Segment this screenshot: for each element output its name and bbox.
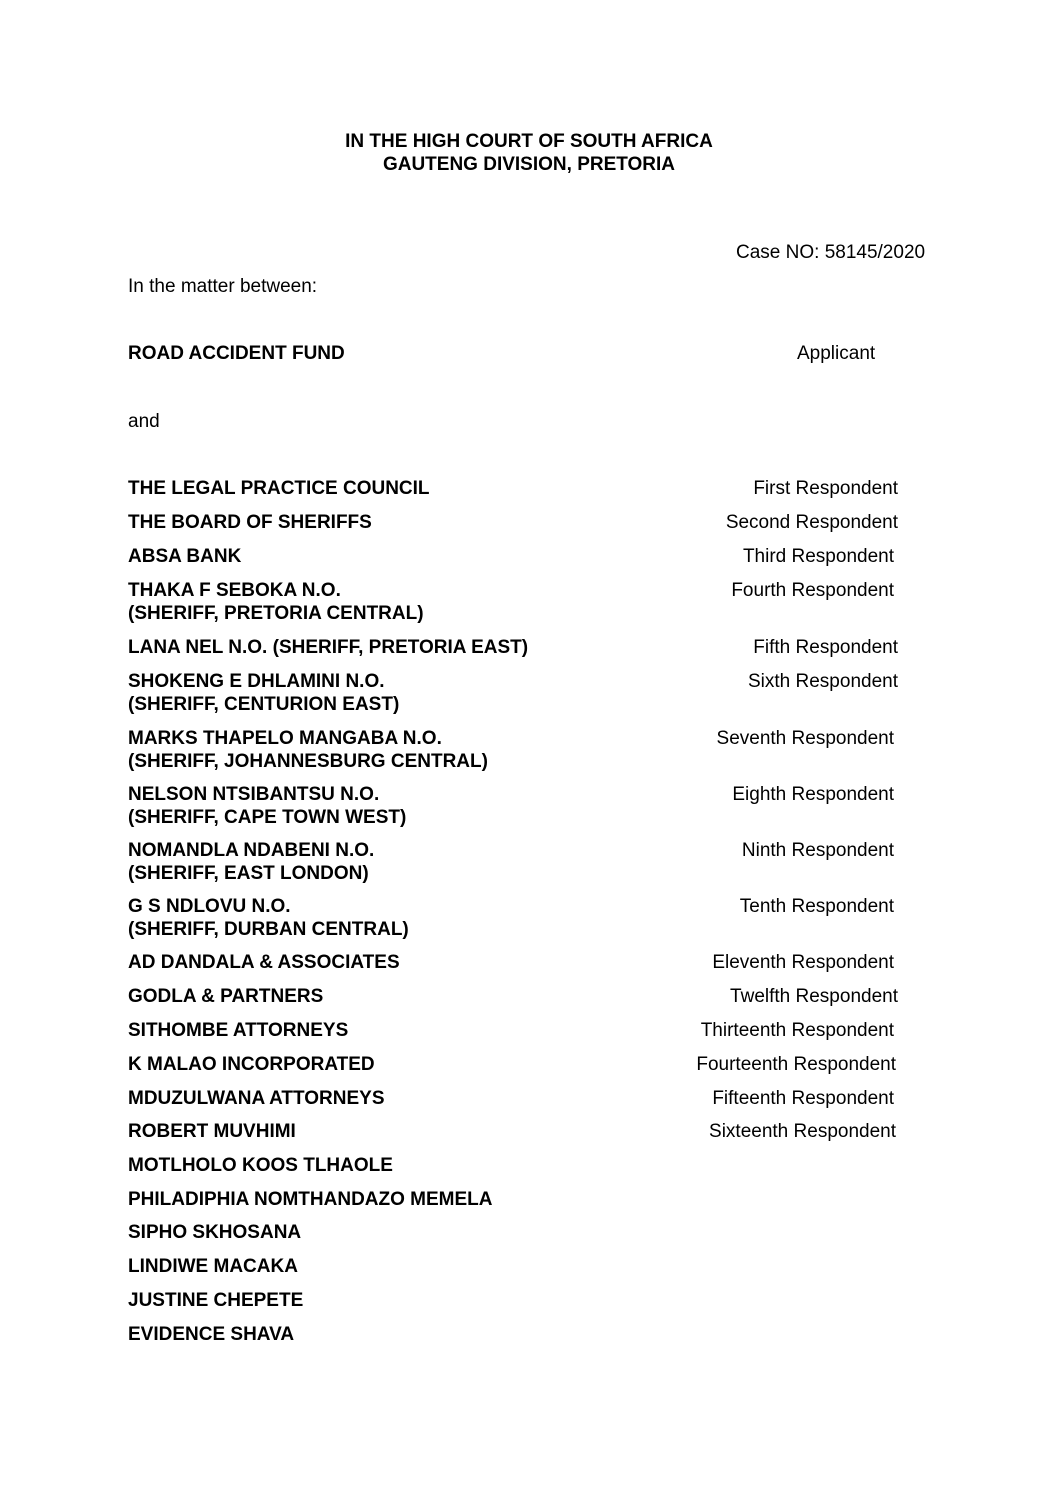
respondent-role: Sixth Respondent: [748, 671, 898, 692]
respondent-name: MOTLHOLO KOOS TLHAOLE: [128, 1155, 393, 1176]
respondent-role: Fourth Respondent: [731, 580, 894, 601]
respondent-role: Thirteenth Respondent: [700, 1020, 894, 1041]
respondent-name: JUSTINE CHEPETE: [128, 1290, 304, 1311]
case-number: Case NO: 58145/2020: [736, 242, 926, 263]
respondent-role: Eleventh Respondent: [712, 952, 894, 973]
respondent-name: SIPHO SKHOSANA: [128, 1222, 302, 1243]
respondent-role: Second Respondent: [725, 512, 898, 533]
respondent-list: [128, 478, 908, 1358]
respondent-name: LANA NEL N.O. (SHERIFF, PRETORIA EAST): [128, 637, 529, 658]
respondent-role: Tenth Respondent: [739, 896, 894, 917]
respondent-row: [128, 1189, 908, 1222]
respondent-sheriff-office: (SHERIFF, DURBAN CENTRAL): [128, 918, 409, 940]
respondent-sheriff-office: (SHERIFF, PRETORIA CENTRAL): [128, 602, 424, 624]
applicant-name: ROAD ACCIDENT FUND: [128, 343, 345, 364]
respondent-name: EVIDENCE SHAVA: [128, 1324, 295, 1345]
respondent-role: Twelfth Respondent: [730, 986, 898, 1007]
respondent-row: [128, 478, 908, 512]
respondent-name: SITHOMBE ATTORNEYS: [128, 1020, 349, 1041]
respondent-row: [128, 896, 908, 952]
respondent-row: [128, 671, 908, 728]
respondent-name: NOMANDLA NDABENI N.O.: [128, 840, 375, 861]
respondent-row: [128, 1256, 908, 1290]
respondent-role: First Respondent: [753, 478, 898, 499]
respondent-row: [128, 512, 908, 546]
respondent-role: Sixteenth Respondent: [709, 1121, 896, 1142]
respondent-role: Ninth Respondent: [741, 840, 894, 861]
and-separator: and: [128, 411, 160, 432]
respondent-role: Fifteenth Respondent: [712, 1088, 894, 1109]
respondent-sheriff-office: (SHERIFF, CAPE TOWN WEST): [128, 806, 407, 828]
respondent-row: [128, 840, 908, 896]
respondent-role: Third Respondent: [742, 546, 894, 567]
respondent-row: [128, 986, 908, 1020]
respondent-sheriff-office: (SHERIFF, JOHANNESBURG CENTRAL): [128, 750, 488, 772]
respondent-role: Fifth Respondent: [753, 637, 898, 658]
court-name: IN THE HIGH COURT OF SOUTH AFRICA: [345, 131, 713, 152]
respondent-name: THAKA F SEBOKA N.O.: [128, 580, 341, 601]
respondent-role: Seventh Respondent: [716, 728, 894, 749]
respondent-name: K MALAO INCORPORATED: [128, 1054, 375, 1075]
respondent-row: [128, 1020, 908, 1054]
respondent-row: [128, 637, 908, 671]
matter-intro: In the matter between:: [128, 276, 318, 297]
respondent-name: PHILADIPHIA NOMTHANDAZO MEMELA: [128, 1189, 493, 1210]
respondent-row: [128, 1222, 908, 1256]
respondent-row: [128, 1324, 908, 1358]
court-heading: [0, 130, 1058, 176]
respondent-row: [128, 784, 908, 840]
respondent-name: ROBERT MUVHIMI: [128, 1121, 296, 1142]
respondent-name: G S NDLOVU N.O.: [128, 896, 291, 917]
court-division: GAUTENG DIVISION, PRETORIA: [382, 154, 676, 175]
respondent-name: AD DANDALA & ASSOCIATES: [128, 952, 400, 973]
applicant-role: Applicant: [797, 343, 876, 364]
respondent-name: ABSA BANK: [128, 546, 242, 567]
respondent-name: THE LEGAL PRACTICE COUNCIL: [128, 478, 430, 499]
respondent-sheriff-office: (SHERIFF, EAST LONDON): [128, 862, 369, 884]
respondent-row: [128, 1088, 908, 1121]
respondent-row: [128, 728, 908, 784]
respondent-row: [128, 1121, 908, 1155]
respondent-name: MDUZULWANA ATTORNEYS: [128, 1088, 385, 1109]
respondent-name: GODLA & PARTNERS: [128, 986, 324, 1007]
respondent-row: [128, 1155, 908, 1189]
respondent-row: [128, 1054, 908, 1088]
respondent-role: Eighth Respondent: [732, 784, 894, 805]
respondent-sheriff-office: (SHERIFF, CENTURION EAST): [128, 693, 400, 715]
respondent-row: [128, 952, 908, 986]
respondent-name: NELSON NTSIBANTSU N.O.: [128, 784, 380, 805]
respondent-name: THE BOARD OF SHERIFFS: [128, 512, 372, 533]
respondent-row: [128, 546, 908, 580]
respondent-role: Fourteenth Respondent: [696, 1054, 896, 1075]
respondent-name: MARKS THAPELO MANGABA N.O.: [128, 728, 442, 749]
respondent-row: [128, 580, 908, 637]
respondent-row: [128, 1290, 908, 1324]
respondent-name: SHOKENG E DHLAMINI N.O.: [128, 671, 385, 692]
respondent-name: LINDIWE MACAKA: [128, 1256, 298, 1277]
